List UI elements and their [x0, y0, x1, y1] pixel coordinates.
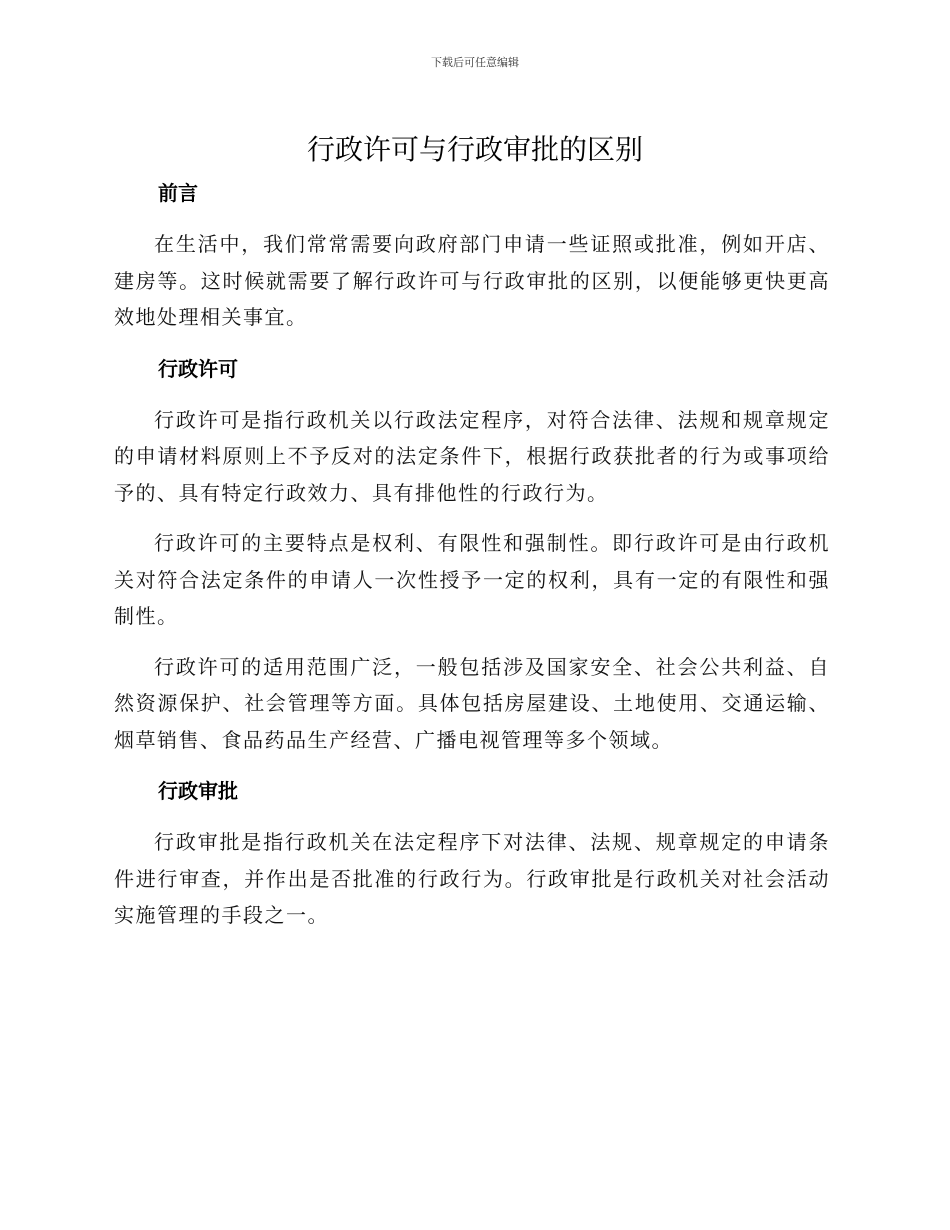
header-note: 下载后可任意编辑	[431, 56, 519, 69]
license-paragraph-3: 行政许可的适用范围广泛，一般包括涉及国家安全、社会公共利益、自然资源保护、社会管理等方面。具体包括房屋建设、土地使用、交通运输、烟草销售、食品药品生产经营、广播电视管理等多个领域。	[114, 654, 830, 752]
preface-paragraph: 在生活中，我们常常需要向政府部门申请一些证照或批准，例如开店、建房等。这时候就需要了解行政许可与行政审批的区别，以便能够更快更高效地处理相关事宜。	[114, 232, 830, 329]
section-heading-preface: 前言	[158, 181, 198, 205]
license-paragraph-1: 行政许可是指行政机关以行政法定程序，对符合法律、法规和规章规定的申请材料原则上不予反对的法定条件下，根据行政获批者的行为或事项给予的、具有特定行政效力、具有排他性的行政行为。	[114, 407, 830, 505]
section-heading-administrative-license: 行政许可	[158, 356, 238, 381]
approval-paragraph-1: 行政审批是指行政机关在法定程序下对法律、法规、规章规定的申请条件进行审查，并作出是否批准的行政行为。行政审批是行政机关对社会活动实施管理的手段之一。	[114, 830, 830, 927]
document-body	[114, 174, 830, 948]
document-title: 行政许可与行政审批的区别	[306, 133, 643, 166]
license-paragraph-2: 行政许可的主要特点是权利、有限性和强制性。即行政许可是由行政机关对符合法定条件的申请人一次性授予一定的权利，具有一定的有限性和强制性。	[114, 531, 830, 628]
section-heading-administrative-approval: 行政审批	[158, 779, 238, 803]
